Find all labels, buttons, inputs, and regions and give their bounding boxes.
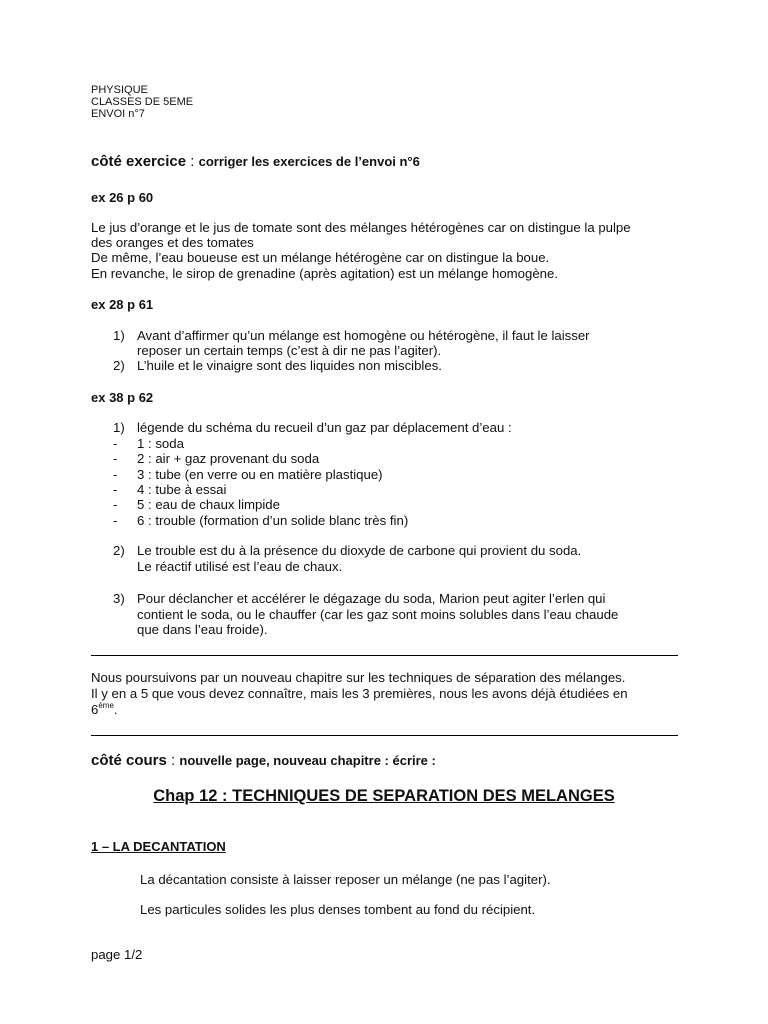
intro-line-3 xyxy=(91,702,118,717)
ex28-ref: ex 28 p 61 xyxy=(91,297,154,312)
legend-item: 1 : soda xyxy=(137,436,184,451)
intro-grade-suffix: ème xyxy=(98,700,114,710)
ex26-line-2: des oranges et des tomates xyxy=(91,235,254,250)
course-heading-colon: : xyxy=(166,752,180,769)
intro-line-1: Nous poursuivons par un nouveau chapitre sur les techniques de séparation des mélanges. xyxy=(91,670,626,685)
course-heading-subtitle: nouvelle page, nouveau chapitre : écrire : xyxy=(179,753,436,768)
ex26-ref: ex 26 p 60 xyxy=(91,190,154,205)
bottom-divider xyxy=(91,735,678,736)
section-1-title: 1 – LA DECANTATION xyxy=(91,839,226,854)
legend-bullet: - xyxy=(113,497,118,512)
section-1-paragraph-1: La décantation consiste à laisser reposer un mélange (ne pas l’agiter). xyxy=(140,872,551,887)
legend-item: 5 : eau de chaux limpide xyxy=(137,497,280,512)
ex38-item2-line1: Le trouble est du à la présence du dioxyde de carbone qui provient du soda. xyxy=(137,543,582,558)
legend-item: 3 : tube (en verre ou en matière plastique) xyxy=(137,467,383,482)
ex38-item2-line2: Le réactif utilisé est l’eau de chaux. xyxy=(137,559,343,574)
ex38-item3-num: 3) xyxy=(113,591,125,606)
document-header xyxy=(91,84,193,120)
legend-item: 4 : tube à essai xyxy=(137,482,227,497)
chapter-title-text: Chap 12 : TECHNIQUES DE SEPARATION DES MELANGES xyxy=(153,787,615,805)
course-heading-title: côté cours xyxy=(91,752,167,769)
intro-grade: 6 xyxy=(91,702,99,717)
legend-item: 6 : trouble (formation d’un solide blanc très fin) xyxy=(137,513,409,528)
ex38-item1-num: 1) xyxy=(113,420,125,435)
legend-bullet: - xyxy=(113,513,118,528)
class-label: CLASSES DE 5EME xyxy=(91,96,194,108)
ex38-item3-line3: que dans l’eau froide). xyxy=(137,622,268,637)
legend-bullet: - xyxy=(113,482,118,497)
exercise-heading-colon: : xyxy=(186,153,199,170)
exercise-section-heading xyxy=(91,153,420,170)
envoi-label: ENVOI n°7 xyxy=(91,108,145,120)
ex26-line-3: De même, l’eau boueuse est un mélange hétérogène car on distingue la boue. xyxy=(91,250,550,265)
ex28-item1-line1: Avant d’affirmer qu’un mélange est homogène ou hétérogène, il faut le laisser xyxy=(137,328,590,343)
subject-label: PHYSIQUE xyxy=(91,84,148,96)
ex26-line-4: En revanche, le sirop de grenadine (après agitation) est un mélange homogène. xyxy=(91,266,558,281)
exercise-heading-subtitle: corriger les exercices de l’envoi n°6 xyxy=(198,154,420,169)
ex38-item1-text: légende du schéma du recueil d’un gaz par déplacement d’eau : xyxy=(137,420,512,435)
page-number: page 1/2 xyxy=(91,947,143,962)
ex38-item3-line2: contient le soda, ou le chauffer (car les gaz sont moins solubles dans l’eau chaude xyxy=(137,607,619,622)
legend-bullet: - xyxy=(113,451,118,466)
ex38-item2-num: 2) xyxy=(113,543,125,558)
intro-period: . xyxy=(113,702,118,717)
exercise-heading-title: côté exercice xyxy=(91,153,187,170)
legend-item: 2 : air + gaz provenant du soda xyxy=(137,451,320,466)
ex28-item1-line2: reposer un certain temps (c’est à dir ne pas l’agiter). xyxy=(137,343,442,358)
intro-line-2: Il y en a 5 que vous devez connaître, mais les 3 premières, nous les avons déjà étudiées en xyxy=(91,686,628,701)
ex28-item2-line1: L’huile et le vinaigre sont des liquides non miscibles. xyxy=(137,358,442,373)
ex28-item2-num: 2) xyxy=(113,358,125,373)
ex26-line-1: Le jus d’orange et le jus de tomate sont des mélanges hétérogènes car on distingue la pulpe xyxy=(91,220,631,235)
legend-bullet: - xyxy=(113,436,118,451)
top-divider xyxy=(91,655,678,656)
section-1-paragraph-2: Les particules solides les plus denses tombent au fond du récipient. xyxy=(140,902,536,917)
course-section-heading xyxy=(91,752,436,769)
legend-bullet: - xyxy=(113,467,118,482)
chapter-title xyxy=(0,787,768,806)
ex38-item3-line1: Pour déclancher et accélérer le dégazage du soda, Marion peut agiter l’erlen qui xyxy=(137,591,606,606)
ex38-ref: ex 38 p 62 xyxy=(91,390,154,405)
ex28-item1-num: 1) xyxy=(113,328,125,343)
